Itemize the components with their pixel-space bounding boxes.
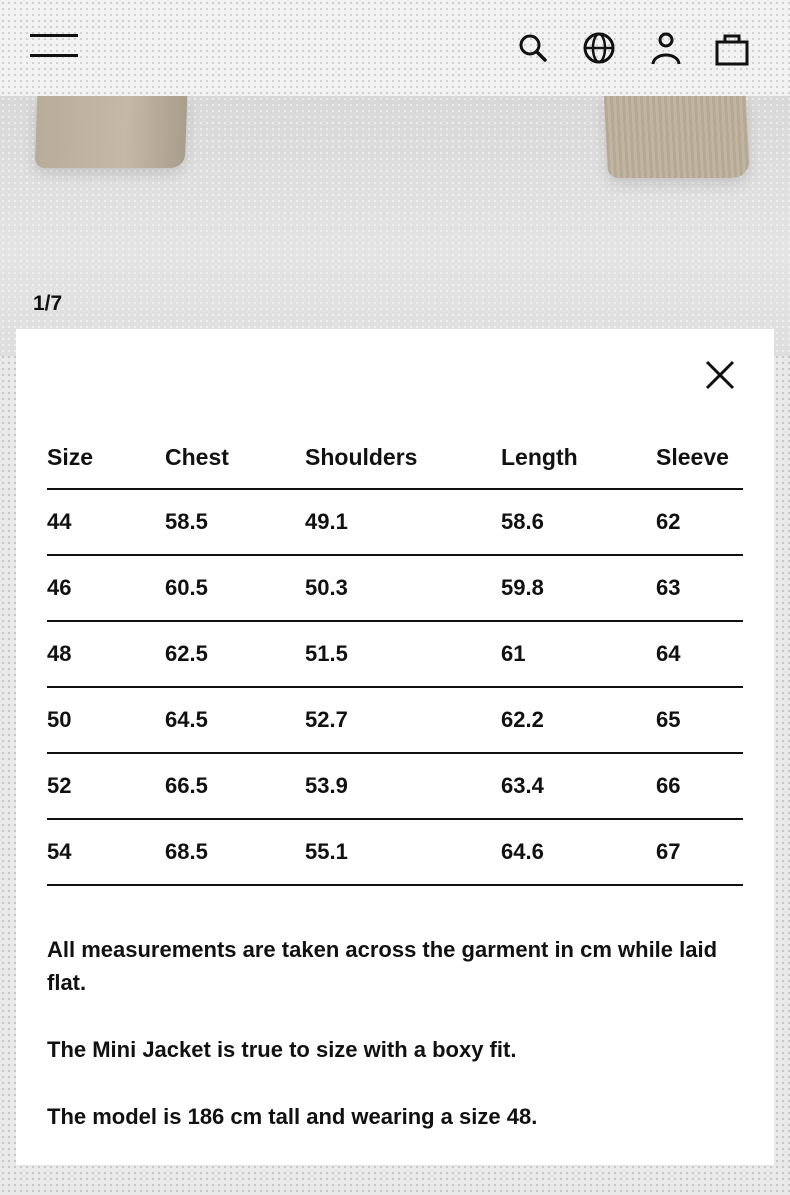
table-cell: 68.5	[165, 819, 305, 885]
column-header-length: Length	[501, 441, 656, 489]
table-cell: 58.6	[501, 489, 656, 555]
fit-note: The Mini Jacket is true to size with a boxy fit.	[47, 1037, 517, 1062]
table-row	[47, 819, 743, 885]
column-header-chest: Chest	[165, 441, 305, 489]
table-row	[47, 555, 743, 621]
shopping-bag-icon[interactable]	[714, 30, 750, 66]
table-cell: 64.6	[501, 819, 656, 885]
size-notes	[47, 933, 727, 1167]
table-cell: 65	[656, 687, 743, 753]
jacket-sleeve-right	[604, 96, 750, 178]
table-cell: 62.2	[501, 687, 656, 753]
table-cell: 52.7	[305, 687, 501, 753]
table-row	[47, 753, 743, 819]
table-cell: 63.4	[501, 753, 656, 819]
table-cell: 54	[47, 819, 165, 885]
menu-line	[30, 34, 78, 37]
jacket-sleeve-left	[35, 96, 188, 168]
image-pager: 1/7	[33, 292, 63, 315]
table-cell: 64.5	[165, 687, 305, 753]
table-cell: 46	[47, 555, 165, 621]
table-cell: 58.5	[165, 489, 305, 555]
product-image[interactable]	[0, 96, 790, 356]
table-cell: 44	[47, 489, 165, 555]
table-row	[47, 621, 743, 687]
table-cell: 50	[47, 687, 165, 753]
menu-line	[30, 54, 78, 57]
table-cell: 48	[47, 621, 165, 687]
globe-icon[interactable]	[581, 30, 617, 66]
table-cell: 61	[501, 621, 656, 687]
column-header-size: Size	[47, 441, 165, 489]
table-cell: 67	[656, 819, 743, 885]
table-cell: 62.5	[165, 621, 305, 687]
site-header	[0, 0, 790, 96]
account-icon[interactable]	[648, 30, 684, 66]
table-row	[47, 687, 743, 753]
search-icon[interactable]	[515, 30, 551, 66]
table-cell: 53.9	[305, 753, 501, 819]
table-cell: 62	[656, 489, 743, 555]
size-chart-modal	[16, 329, 774, 1165]
table-cell: 63	[656, 555, 743, 621]
model-note: The model is 186 cm tall and wearing a size 48.	[47, 1104, 538, 1129]
close-icon[interactable]	[704, 359, 736, 391]
table-cell: 51.5	[305, 621, 501, 687]
table-cell: 66	[656, 753, 743, 819]
column-header-shoulders: Shoulders	[305, 441, 501, 489]
hamburger-menu-icon[interactable]	[30, 30, 82, 62]
table-cell: 50.3	[305, 555, 501, 621]
column-header-sleeve: Sleeve	[656, 441, 743, 489]
table-header-row	[47, 441, 743, 489]
table-cell: 49.1	[305, 489, 501, 555]
table-cell: 52	[47, 753, 165, 819]
table-cell: 64	[656, 621, 743, 687]
table-cell: 59.8	[501, 555, 656, 621]
measurement-note: All measurements are taken across the garment in cm while laid flat.	[47, 937, 718, 995]
table-cell: 66.5	[165, 753, 305, 819]
table-row	[47, 489, 743, 555]
table-cell: 55.1	[305, 819, 501, 885]
size-table	[47, 441, 743, 886]
table-cell: 60.5	[165, 555, 305, 621]
